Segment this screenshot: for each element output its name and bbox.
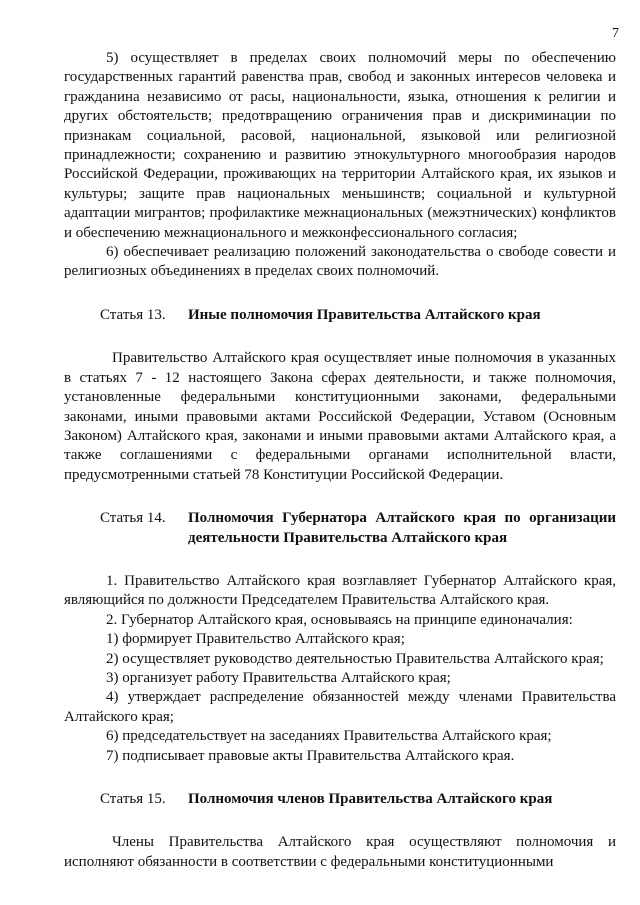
article-14-item: 2) осуществляет руководство деятельностью Правительства Алтайского края; bbox=[106, 650, 604, 667]
article-14-item: 1. Правительство Алтайского края возглавляет Губернатор Алтайского края, являющийся по должности Председателем Правительства Алтайского края. bbox=[64, 572, 616, 609]
article-13-title: Иные полномочия Правительства Алтайского края bbox=[188, 306, 541, 323]
article-15-text: Члены Правительства Алтайского края осуществляют полномочия и исполняют обязанности в соответствии с федеральными конституционными bbox=[64, 834, 616, 870]
article-14-item: 4) утверждает распределение обязанностей между членами Правительства Алтайского края; bbox=[64, 689, 616, 725]
article-13-text: Правительство Алтайского края осуществляет иные полномочия в указанных в статьях 7 - 12 настоящего Закона сферах деятельности, и также полномочия, установленные федеральными конституционными законами, федеральными законами, иными правовыми актами Российской Федерации, Уставом (Основным Законом) Алтайского края, законами и иными правовыми актами Алтайского края, а также соглашениями с федеральными органами исполнительной власти, предусмотренными статьей 78 Конституции Российской Федерации. bbox=[64, 350, 616, 483]
article-14-title: Полномочия Губернатора Алтайского края по организации деятельности Правительства Алтайского края bbox=[188, 510, 616, 546]
article-14-number: Статья 14. bbox=[100, 510, 166, 527]
article-14-item: 7) подписывает правовые акты Правительства Алтайского края. bbox=[106, 747, 515, 764]
paragraph-item-5: 5) осуществляет в пределах своих полномочий меры по обеспечению государственных гарантий равенства прав, свобод и законных интересов человека и гражданина независимо от расы, национальности, языка, отношения к религии и других обстоятельств; предотвращению ограничения прав и дискриминации по признакам социальной, расовой, национальной, языковой или религиозной принадлежности; сохранению и развитию этнокультурного многообразия народов Российской Федерации, проживающих на территории Алтайского края, их языков и культуры; защите прав национальных меньшинств; социальной и культурной адаптации мигрантов; профилактике межнациональных (межэтнических) конфликтов и обеспечению межнационального и межконфессионального согласия; bbox=[64, 50, 616, 241]
article-14-item: 2. Губернатор Алтайского края, основываясь на принципе единоначалия: bbox=[106, 611, 573, 628]
article-14-item: 6) председательствует на заседаниях Правительства Алтайского края; bbox=[106, 728, 552, 745]
article-15-number: Статья 15. bbox=[100, 791, 166, 807]
page-number: 7 bbox=[612, 26, 619, 41]
article-13-heading bbox=[100, 306, 616, 325]
article-14-item: 1) формирует Правительство Алтайского края; bbox=[106, 631, 405, 648]
document-body bbox=[64, 49, 616, 872]
article-14-item: 3) организует работу Правительства Алтайского края; bbox=[106, 669, 451, 686]
article-15-heading bbox=[100, 790, 616, 809]
article-13-number: Статья 13. bbox=[100, 306, 166, 323]
article-15-title: Полномочия членов Правительства Алтайского края bbox=[188, 791, 553, 807]
paragraph-item-6: 6) обеспечивает реализацию положений законодательства о свободе совести и религиозных объединениях в пределах своих полномочий. bbox=[64, 244, 616, 280]
article-14-heading bbox=[100, 509, 616, 548]
